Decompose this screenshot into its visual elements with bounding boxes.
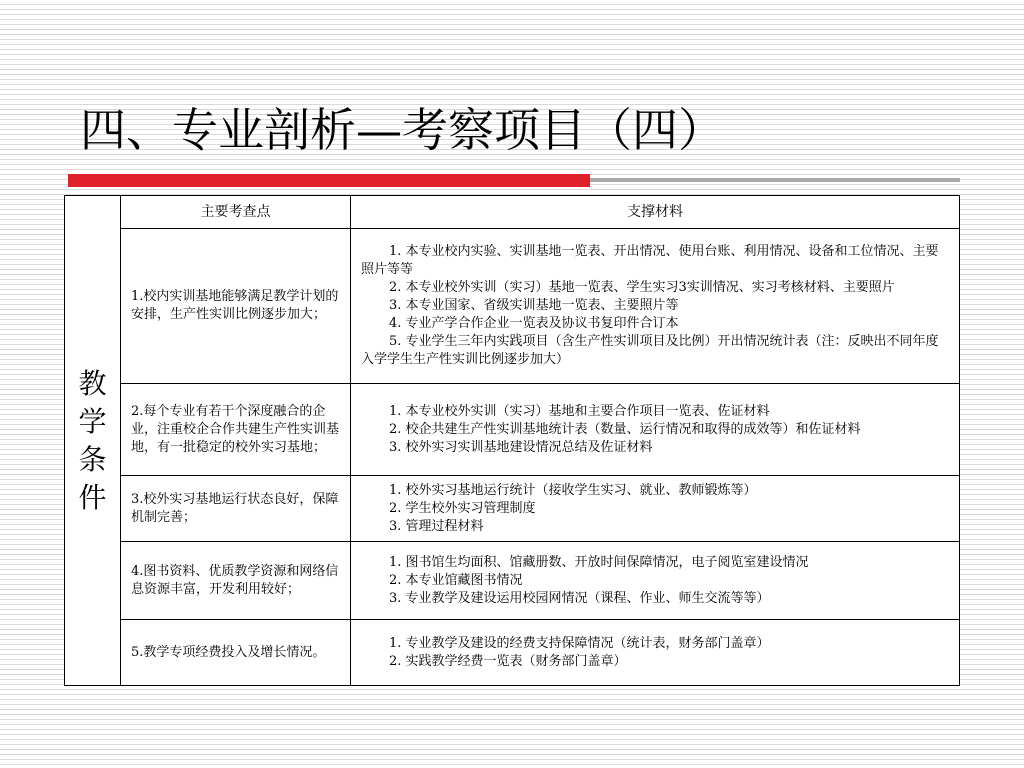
material-item: 3. 本专业国家、省级实训基地一览表、主要照片等 bbox=[389, 298, 679, 313]
material-item: 1. 本专业校外实训（实习）基地和主要合作项目一览表、佐证材料 bbox=[389, 403, 770, 419]
table-row bbox=[65, 542, 960, 620]
material-item: 1. 校外实习基地运行统计（接收学生实习、就业、教师锻炼等） bbox=[389, 482, 757, 498]
header-main-point: 主要考查点 bbox=[121, 196, 351, 229]
material-item: 4. 专业产学合作企业一览表及协议书复印件合订本 bbox=[389, 316, 679, 331]
table-header-row bbox=[65, 196, 960, 229]
row-materials bbox=[351, 620, 960, 686]
material-item: 2. 校企共建生产性实训基地统计表（数量、运行情况和取得的成效等）和佐证材料 bbox=[389, 421, 861, 437]
side-label: 教学条件 bbox=[78, 366, 107, 514]
material-item: 1. 本专业校内实验、实训基地一览表、开出情况、使用台账、利用情况、设备和工位情况、主要照片等等 bbox=[361, 244, 939, 277]
material-item: 1. 图书馆生均面积、馆藏册数、开放时间保障情况，电子阅览室建设情况 bbox=[389, 554, 809, 570]
material-item: 2. 学生校外实习管理制度 bbox=[389, 500, 536, 516]
row-point: 3.校外实习基地运行状态良好，保障机制完善； bbox=[121, 476, 351, 542]
table-row bbox=[65, 229, 960, 384]
material-item: 2. 本专业馆藏图书情况 bbox=[389, 572, 523, 588]
title-underline-accent bbox=[68, 174, 590, 187]
title-underline-rule bbox=[590, 178, 960, 182]
slide-title: 四、专业剖析—考察项目（四） bbox=[80, 103, 724, 157]
material-item: 1. 专业教学及建设的经费支持保障情况（统计表，财务部门盖章） bbox=[389, 635, 770, 651]
table-row bbox=[65, 476, 960, 542]
row-point: 1.校内实训基地能够满足教学计划的安排，生产性实训比例逐步加大； bbox=[121, 229, 351, 384]
row-materials bbox=[351, 229, 960, 384]
material-item: 2. 本专业校外实训（实习）基地一览表、学生实习3实训情况、实习考核材料、主要照片 bbox=[389, 280, 895, 295]
row-materials bbox=[351, 476, 960, 542]
row-point: 2.每个专业有若干个深度融合的企业，注重校企合作共建生产性实训基地，有一批稳定的校外实习基地； bbox=[121, 384, 351, 476]
table-row bbox=[65, 620, 960, 686]
row-materials bbox=[351, 542, 960, 620]
material-item: 3. 专业教学及建设运用校园网情况（课程、作业、师生交流等等） bbox=[389, 590, 770, 606]
material-item: 3. 校外实习实训基地建设情况总结及佐证材料 bbox=[389, 439, 653, 455]
row-point: 5.教学专项经费投入及增长情况。 bbox=[121, 620, 351, 686]
material-item: 2. 实践教学经费一览表（财务部门盖章） bbox=[389, 653, 627, 669]
side-label-cell bbox=[65, 196, 121, 686]
material-item: 5. 专业学生三年内实践项目（含生产性实训项目及比例）开出情况统计表（注：反映出不同年度入学学生生产性实训比例逐步加大） bbox=[361, 334, 939, 367]
inspection-items-table bbox=[64, 195, 960, 686]
row-materials bbox=[351, 384, 960, 476]
material-item: 3. 管理过程材料 bbox=[389, 518, 484, 534]
table-row bbox=[65, 384, 960, 476]
header-support-material: 支撑材料 bbox=[351, 196, 960, 229]
row-point: 4.图书资料、优质教学资源和网络信息资源丰富，开发利用较好； bbox=[121, 542, 351, 620]
